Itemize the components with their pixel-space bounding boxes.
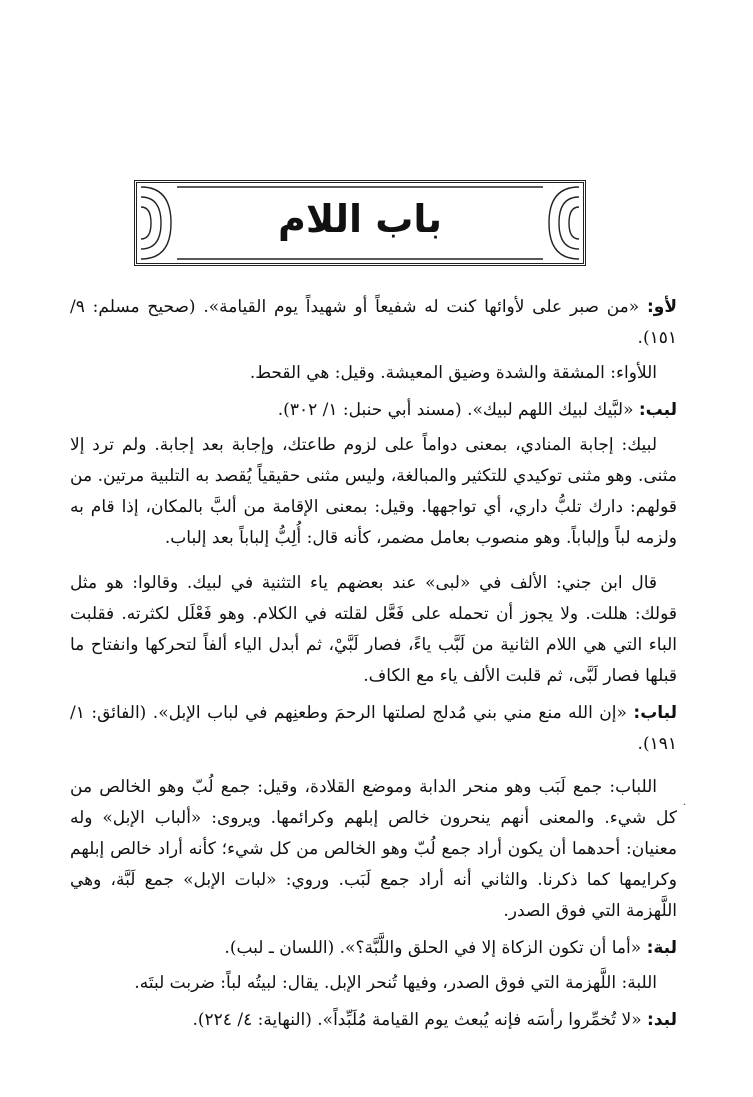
entry-text: «أما أن تكون الزكاة إلا في الحلق واللَّبَّة؟». (اللسان ـ لبب). <box>224 938 647 958</box>
definition-paragraph: اللبة: اللَّهزمة التي فوق الصدر، وفيها تُنحر الإبل. يقال: لبيتُه لباً: ضربت لبتَه. <box>134 973 657 993</box>
entry-text: «من صبر على لأوائها كنت له شفيعاً أو شهيداً يوم القيامة». (صحيح مسلم: ٩/ ١٥١). <box>70 297 677 348</box>
entry-lao <box>70 292 677 354</box>
entry-text: «لبَّيك لبيك اللهم لبيك». (مسند أبي حنبل: ١/ ٣٠٢). <box>277 400 639 420</box>
dictionary-text <box>70 292 677 1040</box>
entry-headword: لبب: <box>638 400 677 420</box>
entry-text: «لا تُخمِّروا رأسَه فإنه يُبعث يوم القيامة مُلَبِّداً». (النهاية: ٤/ ٢٢٤). <box>192 1010 648 1030</box>
definition-paragraph: لبيك: إجابة المنادي، بمعنى دواماً على لزوم طاعتك، وإجابة بعد إجابة. ولم ترد إلا مثنى. وهو مثنى توكيدي للتكثير والمبالغة، وليس مثنى حقيقياً يُقصد به التلبية مرتين. من قولهم: دارك تلبُّ داري، أي تواجهها. وقيل: بمعنى الإقامة من ألبَّ بالمكان، إذا قام به ولزمه لباً وإلباباً. وهو منصوب بعامل مضمر، كأنه قال: أُلِبُّ إلباباً بعد إلباب. <box>70 435 677 548</box>
definition-paragraph: قال ابن جني: الألف في «لبى» عند بعضهم ياء التثنية في لبيك. وقالوا: هو مثل قولك: هللت. ولا يجوز أن تحمله على فَعَّل لقلته في الكلام. وهو فَعْلَل لكثرته. فقلبت الباء التي هي اللام الثانية من لَبَّب ياءً، فصار لَبَّيْ، ثم أبدل الياء ألفاً لتحركها وانفتاح ما قبلها فصار لَبَّى، ثم قلبت الألف ياء مع الكاف. <box>70 573 677 686</box>
entry-labba <box>70 933 677 964</box>
entry-headword: لأو: <box>646 297 677 317</box>
entry-headword: لبة: <box>646 938 677 958</box>
entry-headword: لبد: <box>647 1010 677 1030</box>
entry-labab <box>70 395 677 426</box>
chapter-title: باب اللام <box>278 197 442 241</box>
entry-labad <box>70 1005 677 1036</box>
entry-headword: لباب: <box>633 703 677 723</box>
margin-mark: · <box>683 800 687 811</box>
definition-paragraph: اللأواء: المشقة والشدة وضيق المعيشة. وقيل: هي القحط. <box>249 363 657 383</box>
definition-paragraph: اللباب: جمع لَبَب وهو منحر الدابة وموضع القلادة، وقيل: جمع لُبّ وهو الخالص من كل شيء. والمعنى أنهم ينحرون خالص إبلهم وكرائمها. ويروى: «ألباب الإبل» وله معنيان: أحدهما أن يكون أراد جمع لُبّ وهو الخالص من كل شيء؛ كأنه أراد خالص إبلهم وكرايمها كما ذكرنا. والثاني أنه أراد جمع لَبَب. وروي: «لبات الإبل» جمع لَبَّة، وهي اللَّهزمة التي فوق الصدر. <box>70 777 677 921</box>
entry-lubab <box>70 698 677 760</box>
entry-text: «إن الله منع مني بني مُدلج لصلتها الرحمَ وطعنِهم في لباب الإبل». (الفائق: ١/ ١٩١). <box>70 703 677 754</box>
chapter-title-frame <box>134 180 586 266</box>
